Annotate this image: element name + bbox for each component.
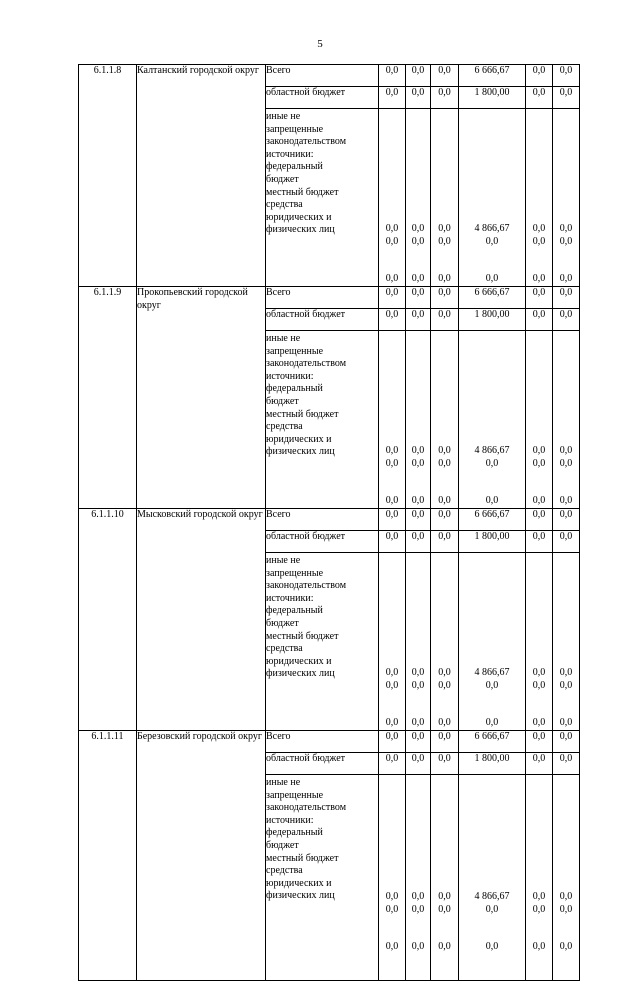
legal-value: 0,0 bbox=[532, 273, 546, 285]
source-other-line: федеральный bbox=[266, 827, 323, 839]
value-cell: 1 800,00 bbox=[459, 87, 526, 109]
federal-value: 4 866,67 bbox=[474, 223, 510, 235]
source-other-line: запрещенные bbox=[266, 345, 324, 357]
value-cell-stack bbox=[379, 553, 406, 731]
value-cell: 0,0 bbox=[379, 731, 406, 753]
source-other-line: бюджет bbox=[266, 617, 299, 629]
local-value: 0,0 bbox=[532, 679, 546, 691]
local-value: 0,0 bbox=[385, 235, 399, 247]
value-cell: 0,0 bbox=[526, 731, 553, 753]
table-row bbox=[79, 287, 580, 309]
source-other-line: бюджет bbox=[266, 173, 299, 185]
section-name: Мысковский городской округ bbox=[137, 509, 266, 731]
local-value: 0,0 bbox=[385, 903, 399, 915]
value-cell: 0,0 bbox=[431, 509, 459, 531]
value-cell: 0,0 bbox=[406, 87, 431, 109]
legal-value: 0,0 bbox=[385, 273, 399, 285]
local-value: 0,0 bbox=[532, 903, 546, 915]
value-cell: 0,0 bbox=[406, 731, 431, 753]
source-other-line: физических лиц bbox=[266, 224, 335, 236]
federal-value: 0,0 bbox=[411, 445, 425, 457]
value-cell-stack bbox=[379, 775, 406, 981]
value-cell: 0,0 bbox=[431, 531, 459, 553]
local-value: 0,0 bbox=[385, 679, 399, 691]
value-cell: 6 666,67 bbox=[459, 509, 526, 531]
federal-value: 0,0 bbox=[559, 667, 573, 679]
local-value: 0,0 bbox=[411, 903, 425, 915]
federal-value: 4 866,67 bbox=[474, 667, 510, 679]
local-value: 0,0 bbox=[559, 235, 573, 247]
source-regional-label: областной бюджет bbox=[266, 531, 379, 553]
value-cell: 0,0 bbox=[379, 65, 406, 87]
value-cell: 0,0 bbox=[379, 87, 406, 109]
value-cell-stack bbox=[379, 331, 406, 509]
source-other-line: иные не bbox=[266, 777, 301, 788]
legal-value: 0,0 bbox=[532, 941, 546, 953]
value-cell: 6 666,67 bbox=[459, 65, 526, 87]
section-code: 6.1.1.11 bbox=[79, 731, 137, 981]
value-cell-stack bbox=[526, 775, 553, 981]
source-other-line: законодательством bbox=[266, 358, 347, 370]
federal-value: 0,0 bbox=[438, 891, 451, 903]
federal-value: 4 866,67 bbox=[474, 445, 510, 457]
legal-value: 0,0 bbox=[559, 941, 573, 953]
federal-value: 0,0 bbox=[411, 891, 425, 903]
local-value: 0,0 bbox=[559, 679, 573, 691]
source-total-label: Всего bbox=[266, 509, 379, 531]
source-other-line: источники: bbox=[266, 370, 314, 382]
federal-value: 4 866,67 bbox=[474, 891, 510, 903]
legal-value: 0,0 bbox=[532, 495, 546, 507]
budget-table-body bbox=[79, 65, 580, 981]
value-cell: 0,0 bbox=[406, 509, 431, 531]
value-cell: 0,0 bbox=[526, 753, 553, 775]
source-regional-label: областной бюджет bbox=[266, 87, 379, 109]
value-cell: 1 800,00 bbox=[459, 753, 526, 775]
value-cell-stack bbox=[406, 553, 431, 731]
federal-value: 0,0 bbox=[385, 667, 399, 679]
value-cell-stack bbox=[553, 331, 580, 509]
federal-value: 0,0 bbox=[559, 445, 573, 457]
legal-value: 0,0 bbox=[411, 273, 425, 285]
legal-value: 0,0 bbox=[411, 717, 425, 729]
source-other-line: запрещенные bbox=[266, 123, 324, 135]
value-cell-stack bbox=[553, 109, 580, 287]
source-total-label: Всего bbox=[266, 731, 379, 753]
legal-value: 0,0 bbox=[411, 941, 425, 953]
legal-value: 0,0 bbox=[485, 941, 499, 953]
value-cell: 0,0 bbox=[526, 87, 553, 109]
federal-value: 0,0 bbox=[532, 891, 546, 903]
value-cell: 1 800,00 bbox=[459, 309, 526, 331]
local-value: 0,0 bbox=[411, 457, 425, 469]
value-cell-stack bbox=[526, 109, 553, 287]
source-other-line: источники: bbox=[266, 148, 314, 160]
local-value: 0,0 bbox=[485, 235, 499, 247]
local-value: 0,0 bbox=[438, 903, 451, 915]
source-other-line: бюджет bbox=[266, 839, 299, 851]
value-cell: 0,0 bbox=[406, 65, 431, 87]
local-value: 0,0 bbox=[532, 457, 546, 469]
federal-value: 0,0 bbox=[385, 891, 399, 903]
source-other-line: физических лиц bbox=[266, 668, 335, 680]
local-value: 0,0 bbox=[438, 679, 451, 691]
federal-value: 0,0 bbox=[385, 445, 399, 457]
source-other-line: физических лиц bbox=[266, 446, 335, 458]
value-cell: 0,0 bbox=[526, 309, 553, 331]
source-other-label bbox=[266, 331, 379, 509]
local-value: 0,0 bbox=[411, 235, 425, 247]
local-value: 0,0 bbox=[485, 457, 499, 469]
local-value: 0,0 bbox=[559, 457, 573, 469]
value-cell: 0,0 bbox=[406, 753, 431, 775]
legal-value: 0,0 bbox=[485, 273, 499, 285]
value-cell: 6 666,67 bbox=[459, 731, 526, 753]
value-cell-stack bbox=[431, 331, 459, 509]
federal-value: 0,0 bbox=[438, 445, 451, 457]
source-other-line: средства bbox=[266, 865, 303, 877]
section-code: 6.1.1.10 bbox=[79, 509, 137, 731]
source-other-line: средства bbox=[266, 421, 303, 433]
value-cell-stack bbox=[526, 553, 553, 731]
value-cell: 0,0 bbox=[526, 65, 553, 87]
value-cell: 1 800,00 bbox=[459, 531, 526, 553]
value-cell: 0,0 bbox=[553, 531, 580, 553]
section-name: Прокопьевский городской округ bbox=[137, 287, 266, 509]
federal-value: 0,0 bbox=[532, 667, 546, 679]
value-cell: 0,0 bbox=[431, 731, 459, 753]
source-other-line: юридических и bbox=[266, 877, 332, 889]
source-other-line: федеральный bbox=[266, 605, 323, 617]
source-other-line: местный бюджет bbox=[266, 186, 339, 198]
value-cell-stack bbox=[406, 109, 431, 287]
value-cell-stack bbox=[379, 109, 406, 287]
value-cell: 0,0 bbox=[526, 531, 553, 553]
value-cell: 6 666,67 bbox=[459, 287, 526, 309]
value-cell-stack bbox=[459, 109, 526, 287]
table-row bbox=[79, 731, 580, 753]
federal-value: 0,0 bbox=[559, 223, 573, 235]
value-cell: 0,0 bbox=[553, 87, 580, 109]
source-total-label: Всего bbox=[266, 65, 379, 87]
source-other-line: иные не bbox=[266, 555, 301, 566]
local-value: 0,0 bbox=[411, 679, 425, 691]
value-cell: 0,0 bbox=[406, 287, 431, 309]
legal-value: 0,0 bbox=[438, 941, 451, 953]
value-cell: 0,0 bbox=[553, 509, 580, 531]
value-cell-stack bbox=[406, 775, 431, 981]
source-other-line: законодательством bbox=[266, 136, 347, 148]
value-cell: 0,0 bbox=[379, 287, 406, 309]
value-cell-stack bbox=[406, 331, 431, 509]
federal-value: 0,0 bbox=[559, 891, 573, 903]
legal-value: 0,0 bbox=[559, 717, 573, 729]
local-value: 0,0 bbox=[438, 457, 451, 469]
legal-value: 0,0 bbox=[438, 495, 451, 507]
source-other-line: иные не bbox=[266, 333, 301, 344]
legal-value: 0,0 bbox=[385, 717, 399, 729]
federal-value: 0,0 bbox=[532, 223, 546, 235]
local-value: 0,0 bbox=[485, 903, 499, 915]
source-other-line: местный бюджет bbox=[266, 408, 339, 420]
source-other-line: физических лиц bbox=[266, 890, 335, 902]
value-cell: 0,0 bbox=[406, 531, 431, 553]
value-cell-stack bbox=[431, 553, 459, 731]
value-cell: 0,0 bbox=[431, 309, 459, 331]
source-other-line: запрещенные bbox=[266, 567, 324, 579]
value-cell: 0,0 bbox=[526, 287, 553, 309]
page-number: 5 bbox=[317, 38, 323, 50]
budget-table bbox=[78, 64, 580, 981]
source-other-line: федеральный bbox=[266, 383, 323, 395]
source-other-line: юридических и bbox=[266, 655, 332, 667]
legal-value: 0,0 bbox=[385, 495, 399, 507]
local-value: 0,0 bbox=[438, 235, 451, 247]
value-cell-stack bbox=[526, 331, 553, 509]
local-value: 0,0 bbox=[485, 679, 499, 691]
legal-value: 0,0 bbox=[532, 717, 546, 729]
legal-value: 0,0 bbox=[559, 273, 573, 285]
federal-value: 0,0 bbox=[411, 223, 425, 235]
legal-value: 0,0 bbox=[559, 495, 573, 507]
source-other-line: юридических и bbox=[266, 211, 332, 223]
source-other-line: средства bbox=[266, 199, 303, 211]
source-other-line: законодательством bbox=[266, 580, 347, 592]
source-other-line: бюджет bbox=[266, 395, 299, 407]
table-row bbox=[79, 65, 580, 87]
value-cell: 0,0 bbox=[379, 531, 406, 553]
value-cell-stack bbox=[431, 775, 459, 981]
legal-value: 0,0 bbox=[485, 495, 499, 507]
federal-value: 0,0 bbox=[438, 667, 451, 679]
legal-value: 0,0 bbox=[385, 941, 399, 953]
federal-value: 0,0 bbox=[532, 445, 546, 457]
legal-value: 0,0 bbox=[485, 717, 499, 729]
value-cell: 0,0 bbox=[431, 753, 459, 775]
value-cell: 0,0 bbox=[431, 87, 459, 109]
value-cell: 0,0 bbox=[406, 309, 431, 331]
value-cell-stack bbox=[553, 553, 580, 731]
value-cell-stack bbox=[553, 775, 580, 981]
section-name: Березовский городской округ bbox=[137, 731, 266, 981]
source-other-line: иные не bbox=[266, 111, 301, 122]
source-other-line: федеральный bbox=[266, 161, 323, 173]
value-cell-stack bbox=[459, 775, 526, 981]
source-other-label bbox=[266, 109, 379, 287]
value-cell: 0,0 bbox=[553, 287, 580, 309]
source-other-line: юридических и bbox=[266, 433, 332, 445]
legal-value: 0,0 bbox=[411, 495, 425, 507]
table-row bbox=[79, 509, 580, 531]
local-value: 0,0 bbox=[532, 235, 546, 247]
source-regional-label: областной бюджет bbox=[266, 753, 379, 775]
source-other-line: средства bbox=[266, 643, 303, 655]
source-other-line: источники: bbox=[266, 592, 314, 604]
value-cell: 0,0 bbox=[379, 753, 406, 775]
value-cell: 0,0 bbox=[379, 509, 406, 531]
value-cell-stack bbox=[459, 553, 526, 731]
local-value: 0,0 bbox=[559, 903, 573, 915]
federal-value: 0,0 bbox=[411, 667, 425, 679]
value-cell: 0,0 bbox=[379, 309, 406, 331]
local-value: 0,0 bbox=[385, 457, 399, 469]
legal-value: 0,0 bbox=[438, 273, 451, 285]
value-cell-stack bbox=[431, 109, 459, 287]
value-cell: 0,0 bbox=[526, 509, 553, 531]
value-cell: 0,0 bbox=[553, 753, 580, 775]
value-cell: 0,0 bbox=[431, 287, 459, 309]
source-total-label: Всего bbox=[266, 287, 379, 309]
section-name: Калтанский городской округ bbox=[137, 65, 266, 287]
value-cell: 0,0 bbox=[553, 309, 580, 331]
section-code: 6.1.1.8 bbox=[79, 65, 137, 287]
value-cell: 0,0 bbox=[431, 65, 459, 87]
legal-value: 0,0 bbox=[438, 717, 451, 729]
source-other-line: законодательством bbox=[266, 802, 347, 814]
federal-value: 0,0 bbox=[438, 223, 451, 235]
source-other-label bbox=[266, 553, 379, 731]
source-other-line: местный бюджет bbox=[266, 852, 339, 864]
value-cell: 0,0 bbox=[553, 65, 580, 87]
source-other-line: местный бюджет bbox=[266, 630, 339, 642]
source-other-line: источники: bbox=[266, 814, 314, 826]
section-code: 6.1.1.9 bbox=[79, 287, 137, 509]
source-other-line: запрещенные bbox=[266, 789, 324, 801]
value-cell-stack bbox=[459, 331, 526, 509]
federal-value: 0,0 bbox=[385, 223, 399, 235]
source-regional-label: областной бюджет bbox=[266, 309, 379, 331]
source-other-label bbox=[266, 775, 379, 981]
value-cell: 0,0 bbox=[553, 731, 580, 753]
